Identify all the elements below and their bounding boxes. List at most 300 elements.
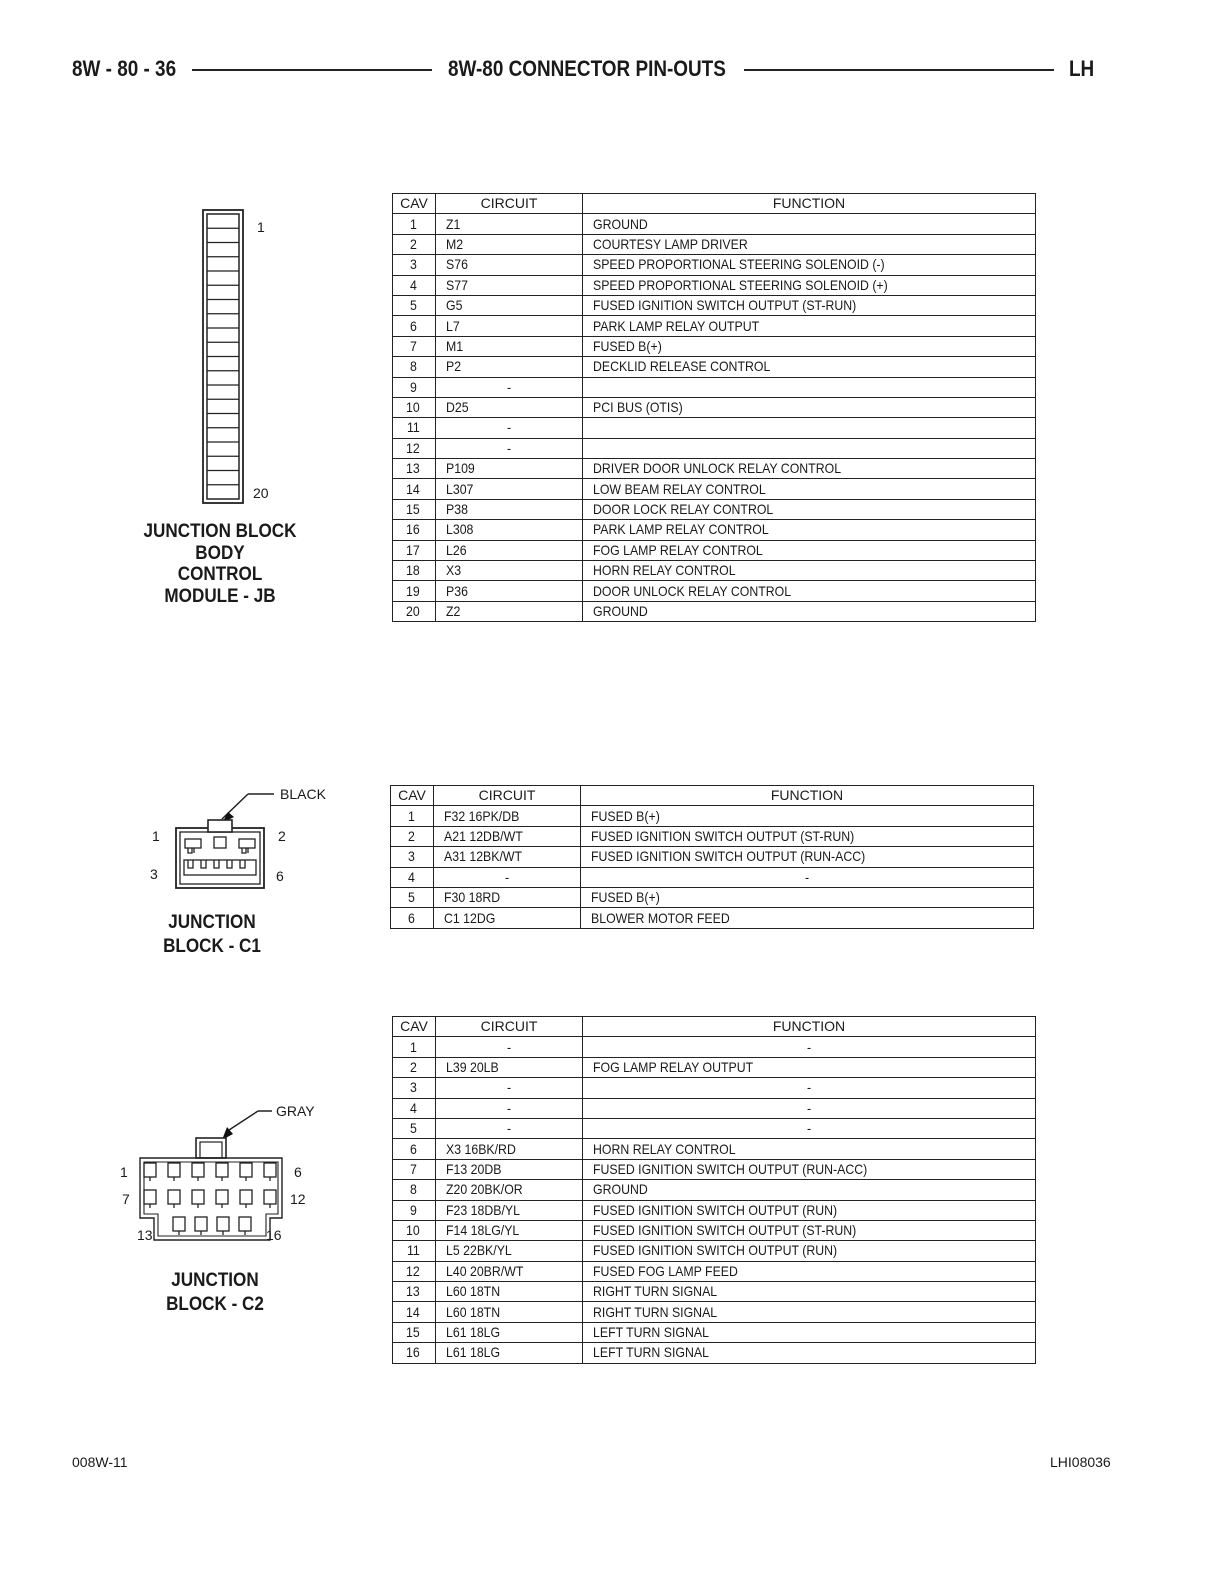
cav-cell [393,459,436,479]
circuit-cell-text: L61 18LG [446,1324,501,1341]
function-cell [583,601,1036,621]
table-row [393,561,1036,581]
cav-cell [393,1282,436,1302]
circuit-cell-text: D25 [446,399,469,416]
cav-cell-text: 2 [410,235,417,252]
function-cell-text: FOG LAMP RELAY OUTPUT [593,1058,754,1075]
function-cell-text: FUSED IGNITION SWITCH OUTPUT (ST-RUN) [593,297,857,314]
circuit-cell [436,479,583,499]
circuit-cell [436,1322,583,1342]
cav-header: CAV [391,786,434,806]
c1-pin-label: 1 [152,828,160,844]
table-row [393,1180,1036,1200]
cav-cell-text: 4 [410,276,417,293]
circuit-cell-text: X3 [446,562,462,579]
cav-cell [393,1139,436,1159]
c2-pin-label: 7 [122,1191,130,1207]
table-header-row [393,194,1036,214]
jb-pin-label-first: 1 [257,219,265,235]
function-cell-text: - [806,1038,811,1055]
function-cell-text: DOOR LOCK RELAY CONTROL [593,501,774,518]
cav-cell-text: 18 [406,562,420,579]
c2-cavity [240,1163,252,1177]
function-cell [583,1180,1036,1200]
circuit-cell [436,561,583,581]
function-cell-text: FUSED IGNITION SWITCH OUTPUT (RUN-ACC) [591,848,866,865]
c1-pin-label: 2 [278,828,286,844]
cav-cell [393,479,436,499]
cav-cell-text: 7 [410,1160,417,1177]
circuit-cell [434,847,581,867]
circuit-cell [436,316,583,336]
cav-cell [393,275,436,295]
cav-cell-text: 4 [410,1099,417,1116]
circuit-cell [434,867,581,887]
jb-caption [130,521,310,607]
table-row [393,438,1036,458]
function-cell-text: LEFT TURN SIGNAL [593,1324,709,1341]
cav-header: CAV [393,1017,436,1037]
footer-figure-id: 008W-11 [72,1454,128,1470]
cav-cell-text: 4 [408,868,415,885]
cav-cell [393,540,436,560]
c2-caption [125,1270,305,1315]
cav-header: CAV [393,194,436,214]
table-row [393,1078,1036,1098]
function-cell-text: HORN RELAY CONTROL [593,562,736,579]
circuit-cell-text: - [506,1079,511,1096]
table-row [393,316,1036,336]
circuit-cell [436,520,583,540]
function-cell-text: FUSED IGNITION SWITCH OUTPUT (ST-RUN) [593,1222,857,1239]
circuit-cell-text: L40 20BR/WT [446,1262,524,1279]
function-cell [583,1200,1036,1220]
circuit-cell-text: F30 18RD [444,889,501,906]
cav-cell-text: 17 [406,541,420,558]
cav-cell-text: 10 [406,399,420,416]
circuit-cell-text: L308 [446,521,474,538]
circuit-cell [436,1302,583,1322]
function-cell-text: GROUND [593,603,648,619]
table-row [393,214,1036,234]
circuit-cell [436,418,583,438]
function-cell [583,561,1036,581]
cav-cell [393,234,436,254]
circuit-cell [436,295,583,315]
cav-cell-text: 2 [410,1058,417,1075]
cav-cell [393,1322,436,1342]
circuit-cell [436,357,583,377]
c2-cavity [192,1190,204,1204]
page-header [0,56,1224,86]
function-cell-text: PARK LAMP RELAY OUTPUT [593,317,760,334]
cav-cell [393,295,436,315]
function-cell [583,581,1036,601]
function-cell [581,847,1034,867]
table-row [393,255,1036,275]
circuit-cell-text: Z1 [446,215,461,232]
c2-cavity [217,1217,229,1231]
cav-cell [393,1302,436,1322]
cav-cell [393,357,436,377]
cav-cell-text: 9 [410,1201,417,1218]
table-row [393,1057,1036,1077]
function-cell [583,1282,1036,1302]
circuit-cell-text: - [506,378,511,395]
circuit-cell-text: P109 [446,460,475,477]
function-cell [583,479,1036,499]
circuit-cell-text: - [504,868,509,885]
table-row [391,867,1034,887]
function-cell-text: DRIVER DOOR UNLOCK RELAY CONTROL [593,460,842,477]
cav-cell [393,520,436,540]
function-cell-text: COURTESY LAMP DRIVER [593,235,748,252]
function-cell [583,255,1036,275]
circuit-cell [434,908,581,928]
function-cell [583,214,1036,234]
cav-cell [393,1078,436,1098]
function-cell [583,1322,1036,1342]
cav-cell [393,438,436,458]
c2-cavity [264,1163,276,1177]
table-row [393,1220,1036,1240]
function-cell [583,357,1036,377]
circuit-header: CIRCUIT [436,1017,583,1037]
function-cell-text: SPEED PROPORTIONAL STEERING SOLENOID (-) [593,256,885,273]
function-header: FUNCTION [581,786,1034,806]
cav-cell-text: 11 [406,419,420,436]
circuit-cell [434,806,581,826]
c2-pin-label: 1 [120,1164,128,1180]
cav-cell [393,397,436,417]
cav-cell-text: 15 [406,501,420,518]
circuit-cell-text: L26 [446,541,467,558]
function-cell-text: RIGHT TURN SIGNAL [593,1283,718,1300]
function-cell-text: FUSED IGNITION SWITCH OUTPUT (RUN) [593,1201,838,1218]
table-row [393,295,1036,315]
cav-cell [393,1220,436,1240]
cav-cell-text: 5 [410,1120,417,1137]
function-cell [583,1037,1036,1057]
table-row [393,1343,1036,1363]
jb-caption-line: CONTROL [177,564,263,585]
function-cell [583,234,1036,254]
circuit-cell-text: - [506,439,511,456]
function-cell-text: FOG LAMP RELAY CONTROL [593,541,763,558]
circuit-cell-text: - [506,419,511,436]
table-row [393,499,1036,519]
table-row [393,459,1036,479]
table-header-row [391,786,1034,806]
cav-cell-text: 10 [406,1222,420,1239]
circuit-cell-text: C1 12DG [444,909,496,926]
circuit-cell [436,438,583,458]
table-row [393,601,1036,621]
table-row [393,1139,1036,1159]
cav-cell-text: 6 [410,1140,417,1157]
circuit-cell-text: F23 18DB/YL [446,1201,520,1218]
table-row [393,1200,1036,1220]
function-cell [583,499,1036,519]
cav-cell [393,601,436,621]
cav-cell-text: 1 [410,1038,417,1055]
function-cell [583,1302,1036,1322]
function-cell-text: FUSED FOG LAMP FEED [593,1262,738,1279]
c2-caption-line: JUNCTION [171,1270,259,1291]
circuit-cell [434,826,581,846]
table-row [393,1037,1036,1057]
function-cell-text: GROUND [593,1181,648,1198]
circuit-cell-text: - [506,1099,511,1116]
circuit-cell [436,1261,583,1281]
function-cell [583,438,1036,458]
footer-image-code: LHI08036 [1050,1454,1111,1470]
function-cell-text: FUSED B(+) [593,337,662,354]
function-cell [581,826,1034,846]
table-row [393,1118,1036,1138]
function-cell [583,1057,1036,1077]
c1-caption-line: BLOCK - C1 [163,935,261,957]
table-row [391,806,1034,826]
cav-cell-text: 6 [408,909,415,926]
c1-pin-label: 6 [276,868,284,884]
circuit-cell [436,1078,583,1098]
circuit-cell [436,275,583,295]
c1-color-label: BLACK [280,786,326,802]
function-cell [583,1220,1036,1240]
function-cell [583,418,1036,438]
c2-cavity [239,1217,251,1231]
c1-pin-label: 3 [150,866,158,882]
circuit-cell-text: L39 20LB [446,1058,499,1075]
function-cell [583,459,1036,479]
cav-cell [391,908,434,928]
circuit-cell-text: L307 [446,480,474,497]
circuit-cell-text: P38 [446,501,468,518]
cav-cell-text: 16 [406,1344,420,1361]
circuit-cell [436,234,583,254]
circuit-cell-text: F13 20DB [446,1160,502,1177]
cav-cell-text: 11 [406,1242,420,1259]
c1-leader-line [222,794,248,819]
table-row [393,581,1036,601]
function-cell [583,397,1036,417]
circuit-cell [436,1180,583,1200]
circuit-cell [436,377,583,397]
function-cell-text: - [804,868,809,885]
function-cell [583,316,1036,336]
function-cell [581,867,1034,887]
c2-cavity [264,1190,276,1204]
function-header: FUNCTION [583,1017,1036,1037]
circuit-cell [434,887,581,907]
function-cell-text: FUSED IGNITION SWITCH OUTPUT (RUN-ACC) [593,1160,868,1177]
cav-cell [391,847,434,867]
function-cell-text: PCI BUS (OTIS) [593,399,683,416]
cav-cell-text: 3 [410,1079,417,1096]
c2-pin-label: 16 [266,1227,282,1243]
table-row [393,397,1036,417]
circuit-cell [436,581,583,601]
circuit-cell-text: L60 18TN [446,1303,501,1320]
table-row [393,275,1036,295]
circuit-cell-text: M2 [446,235,464,252]
cav-cell [393,1118,436,1138]
circuit-cell-text: L5 22BK/YL [446,1242,512,1259]
circuit-cell-text: M1 [446,337,464,354]
table-row [393,1302,1036,1322]
function-cell [583,520,1036,540]
c2-cavity [192,1163,204,1177]
c2-pin-label: 6 [294,1164,302,1180]
circuit-cell [436,1057,583,1077]
cav-cell [393,1180,436,1200]
jb-pin-label-last: 20 [253,485,269,501]
circuit-cell-text: - [506,1038,511,1055]
c1-connector-diagram [170,785,290,895]
circuit-cell [436,336,583,356]
function-cell [583,1098,1036,1118]
header-rule-right [744,69,1054,71]
circuit-cell-text: A21 12DB/WT [444,827,523,844]
circuit-cell [436,1037,583,1057]
cav-cell-text: 8 [410,358,417,375]
cav-cell [393,1037,436,1057]
cav-cell-text: 3 [408,848,415,865]
circuit-cell [436,214,583,234]
circuit-cell-text: L7 [446,317,460,334]
table-row [393,418,1036,438]
c2-cavity [216,1190,228,1204]
jb-connector-diagram [200,208,246,506]
circuit-cell [436,1282,583,1302]
circuit-cell [436,1343,583,1363]
table-row [391,908,1034,928]
section-code: LH [1069,56,1095,81]
table-row [393,1282,1036,1302]
table-row [393,357,1036,377]
cav-cell-text: 13 [406,1283,420,1300]
cav-cell [393,255,436,275]
function-cell [583,1139,1036,1159]
c2-cavity [144,1190,156,1204]
cav-cell-text: 13 [406,460,420,477]
table-row [391,847,1034,867]
cav-cell [393,499,436,519]
function-cell-text: PARK LAMP RELAY CONTROL [593,521,769,538]
function-cell-text: HORN RELAY CONTROL [593,1140,736,1157]
function-cell [581,806,1034,826]
table-row [393,1261,1036,1281]
function-cell-text: LEFT TURN SIGNAL [593,1344,709,1361]
cav-cell [391,826,434,846]
circuit-header: CIRCUIT [434,786,581,806]
c2-cavity [168,1163,180,1177]
cav-cell [393,1241,436,1261]
function-cell [583,1241,1036,1261]
circuit-header: CIRCUIT [436,194,583,214]
function-cell-text: LOW BEAM RELAY CONTROL [593,480,766,497]
cav-cell-text: 19 [406,582,420,599]
function-cell [583,336,1036,356]
cav-cell-text: 20 [406,603,420,619]
circuit-cell-text: Z20 20BK/OR [446,1181,523,1198]
circuit-cell-text: P2 [446,358,462,375]
circuit-cell-text: S76 [446,256,468,273]
circuit-cell [436,540,583,560]
header-rule-left [192,69,432,71]
circuit-cell [436,1241,583,1261]
circuit-cell [436,1118,583,1138]
cav-cell [393,418,436,438]
circuit-cell [436,459,583,479]
function-cell-text: - [806,1079,811,1096]
function-cell [581,908,1034,928]
cav-cell-text: 2 [408,827,415,844]
function-cell-text: FUSED B(+) [591,889,660,906]
cav-cell [393,1159,436,1179]
function-cell [583,1261,1036,1281]
cav-cell [393,1261,436,1281]
circuit-cell-text: F14 18LG/YL [446,1222,520,1239]
circuit-cell [436,1159,583,1179]
function-cell-text: DECKLID RELEASE CONTROL [593,358,771,375]
table-row [393,479,1036,499]
cav-cell-text: 16 [406,521,420,538]
jb-pinout-table [392,193,1036,622]
cav-cell [393,336,436,356]
circuit-cell [436,255,583,275]
cav-cell-text: 9 [410,378,417,395]
cav-cell [393,214,436,234]
function-header: FUNCTION [583,194,1036,214]
circuit-cell-text: L60 18TN [446,1283,501,1300]
table-row [393,377,1036,397]
table-row [391,887,1034,907]
table-row [393,1241,1036,1261]
jb-caption-line: BODY [195,542,245,564]
function-cell-text: FUSED IGNITION SWITCH OUTPUT (ST-RUN) [591,827,855,844]
cav-cell-text: 1 [408,807,415,824]
c2-caption-line: BLOCK - C2 [166,1293,264,1315]
circuit-cell-text: S77 [446,276,468,293]
table-row [393,1322,1036,1342]
function-cell-text: SPEED PROPORTIONAL STEERING SOLENOID (+) [593,276,888,293]
table-row [393,234,1036,254]
function-cell [583,377,1036,397]
cav-cell-text: 7 [410,337,417,354]
c2-pin-label: 13 [137,1227,153,1243]
function-cell [583,1078,1036,1098]
c1-caption [122,912,302,957]
table-row [393,336,1036,356]
circuit-cell [436,1220,583,1240]
function-cell [583,1343,1036,1363]
cav-cell-text: 15 [406,1324,420,1341]
table-header-row [393,1017,1036,1037]
table-row [391,826,1034,846]
c2-cavity [195,1217,207,1231]
function-cell [583,1159,1036,1179]
function-cell-text: - [806,1099,811,1116]
cav-cell-text: 5 [408,889,415,906]
function-cell [583,295,1036,315]
function-cell-text: RIGHT TURN SIGNAL [593,1303,718,1320]
circuit-cell-text: A31 12BK/WT [444,848,523,865]
cav-cell-text: 12 [406,439,420,456]
circuit-cell-text: F32 16PK/DB [444,807,520,824]
circuit-cell-text: - [506,1120,511,1137]
